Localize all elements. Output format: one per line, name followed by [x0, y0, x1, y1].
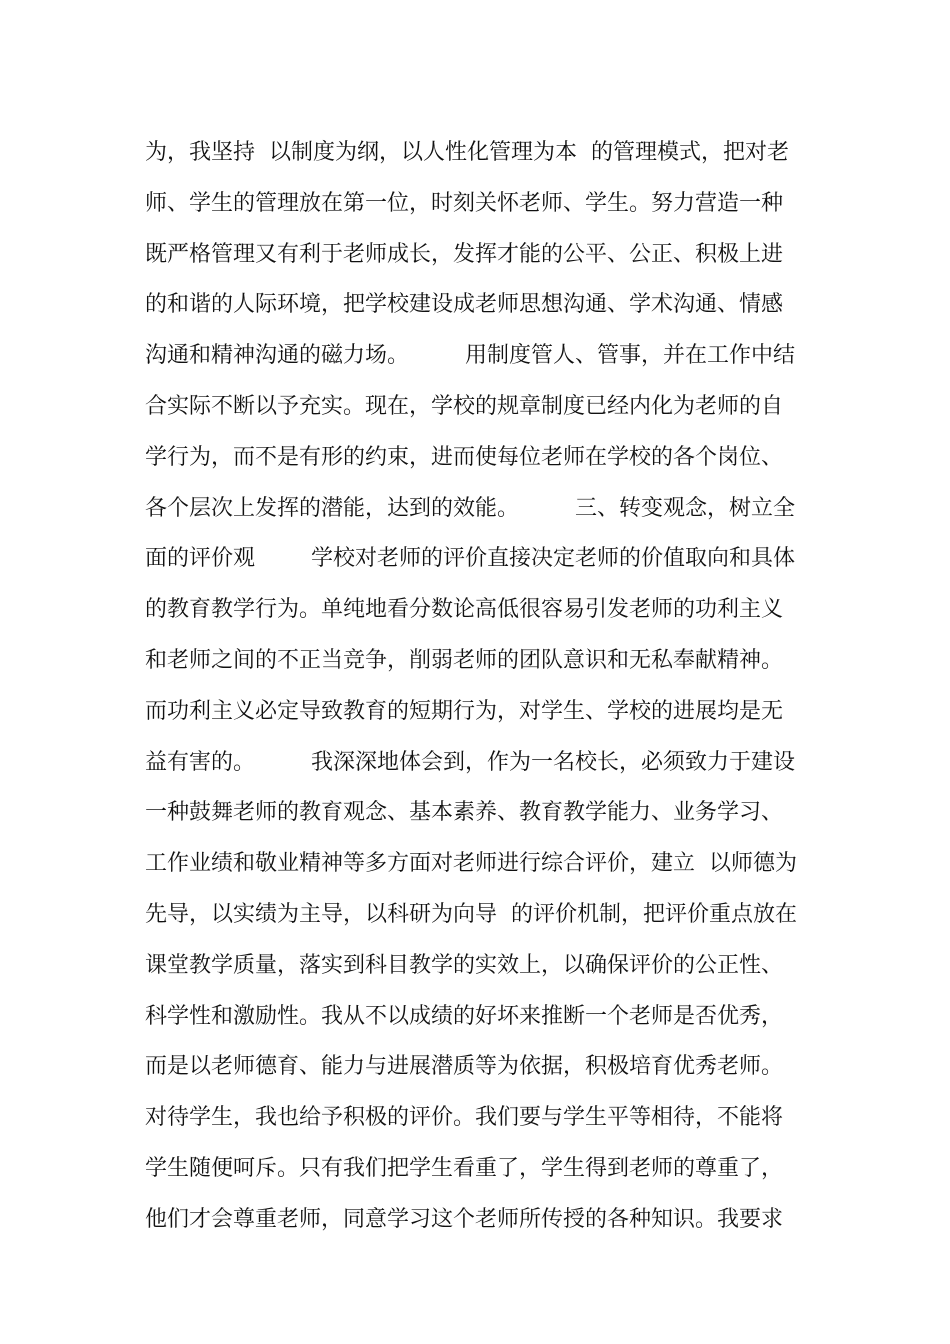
text-line: 工作业绩和敬业精神等多方面对老师进行综合评价，建立 以师德为 [145, 851, 797, 877]
text-line: 而是以老师德育、能力与进展潜质等为依据，积极培育优秀老师。 [145, 1054, 784, 1080]
text-line: 的教育教学行为。单纯地看分数论高低很容易引发老师的功利主义 [145, 597, 784, 623]
text-line: 先导，以实绩为主导，以科研为向导 的评价机制，把评价重点放在 [145, 901, 797, 927]
text-line: 课堂教学质量，落实到科目教学的实效上，以确保评价的公正性、 [145, 952, 784, 978]
text-line: 科学性和激励性。我从不以成绩的好坏来推断一个老师是否优秀， [145, 1003, 784, 1029]
text-line: 而功利主义必定导致教育的短期行为，对学生、学校的进展均是无 [145, 698, 784, 724]
text-line: 的和谐的人际环境，把学校建设成老师思想沟通、学术沟通、情感 [145, 292, 784, 318]
body-text [145, 128, 815, 1246]
text-line: 一种鼓舞老师的教育观念、基本素养、教育教学能力、业务学习、 [145, 800, 784, 826]
text-line: 沟通和精神沟通的磁力场。 用制度管人、管事，并在工作中结 [145, 343, 795, 369]
text-line: 为，我坚持 以制度为纲，以人性化管理为本 的管理模式，把对老 [145, 140, 789, 165]
text-line: 学行为，而不是有形的约束，进而使每位老师在学校的各个岗位、 [145, 444, 784, 470]
text-line: 益有害的。 我深深地体会到，作为一名校长，必须致力于建设 [145, 749, 795, 775]
text-line: 学生随便呵斥。只有我们把学生看重了，学生得到老师的尊重了， [145, 1155, 784, 1181]
text-line: 合实际不断以予充实。现在，学校的规章制度已经内化为老师的自 [145, 393, 784, 419]
text-line: 对待学生，我也给予积极的评价。我们要与学生平等相待，不能将 [145, 1105, 784, 1131]
text-line: 师、学生的管理放在第一位，时刻关怀老师、学生。努力营造一种 [145, 190, 784, 216]
text-line: 既严格管理又有利于老师成长，发挥才能的公平、公正、积极上进 [145, 241, 784, 267]
text-line: 和老师之间的不正当竞争，削弱老师的团队意识和无私奉献精神。 [145, 647, 784, 673]
text-line: 面的评价观 学校对老师的评价直接决定老师的价值取向和具体 [145, 546, 795, 572]
text-line: 各个层次上发挥的潜能，达到的效能。 三、转变观念，树立全 [145, 495, 795, 521]
text-line: 他们才会尊重老师，同意学习这个老师所传授的各种知识。我要求 [145, 1206, 784, 1232]
